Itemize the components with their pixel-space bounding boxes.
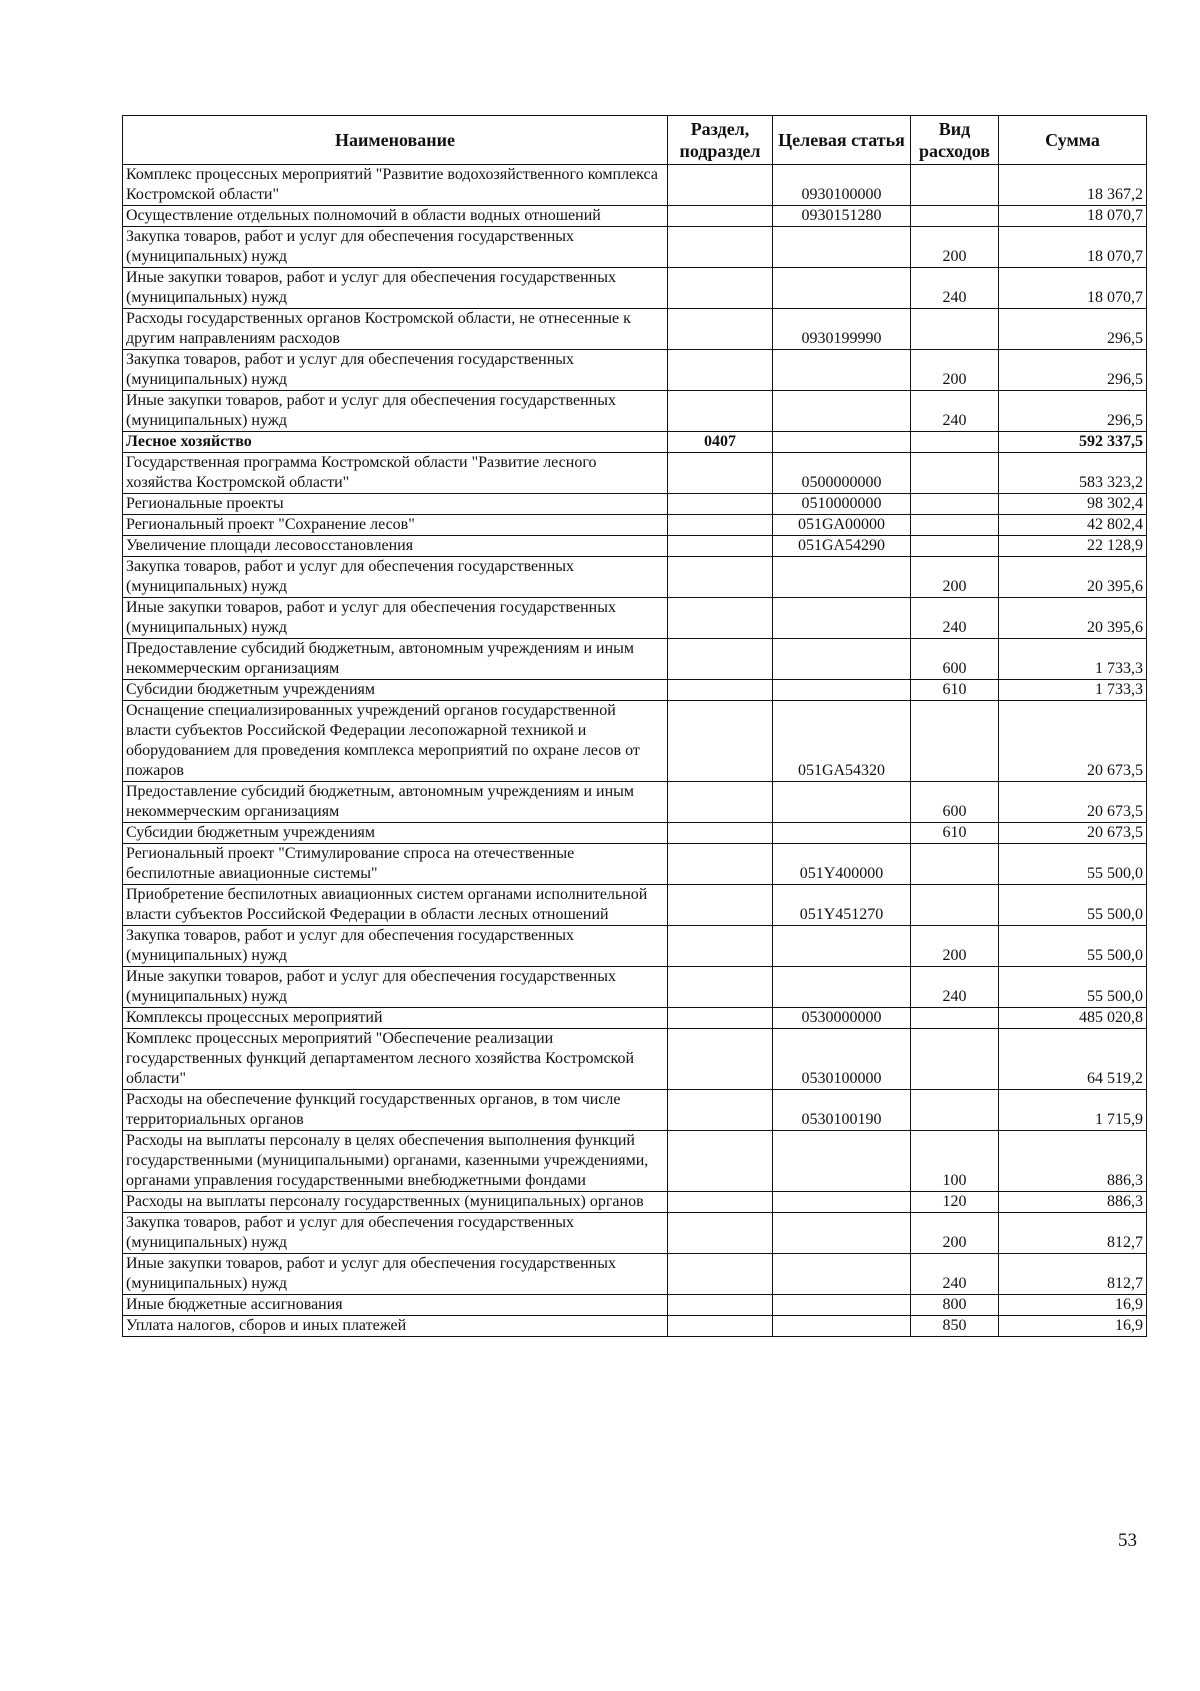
cell-target (773, 926, 911, 967)
cell-sum: 20 673,5 (999, 823, 1147, 844)
cell-section (668, 823, 773, 844)
cell-sum: 296,5 (999, 309, 1147, 350)
cell-type (911, 844, 999, 885)
cell-target (773, 227, 911, 268)
cell-sum: 18 070,7 (999, 227, 1147, 268)
page-number: 53 (1118, 1530, 1137, 1551)
cell-sum: 64 519,2 (999, 1029, 1147, 1090)
cell-target: 0930199990 (773, 309, 911, 350)
cell-target (773, 268, 911, 309)
cell-type (911, 206, 999, 227)
cell-type: 200 (911, 1213, 999, 1254)
budget-table (122, 115, 1147, 1337)
cell-target (773, 823, 911, 844)
cell-section (668, 782, 773, 823)
table-row (123, 453, 1147, 494)
cell-name: Уплата налогов, сборов и иных платежей (123, 1316, 668, 1337)
cell-type: 240 (911, 1254, 999, 1295)
cell-type: 600 (911, 639, 999, 680)
cell-section: 0407 (668, 432, 773, 453)
cell-type: 850 (911, 1316, 999, 1337)
cell-type: 600 (911, 782, 999, 823)
cell-section (668, 1213, 773, 1254)
cell-type: 610 (911, 823, 999, 844)
cell-type: 200 (911, 557, 999, 598)
header-section: Раздел, подраздел (668, 116, 773, 165)
cell-type: 200 (911, 227, 999, 268)
cell-type: 240 (911, 391, 999, 432)
cell-name: Региональный проект "Стимулирование спроса на отечественные беспилотные авиационные системы" (123, 844, 668, 885)
table-row (123, 432, 1147, 453)
cell-target: 051GA54290 (773, 536, 911, 557)
cell-name: Иные закупки товаров, работ и услуг для обеспечения государственных (муниципальных) нужд (123, 268, 668, 309)
cell-type: 240 (911, 598, 999, 639)
cell-name: Закупка товаров, работ и услуг для обеспечения государственных (муниципальных) нужд (123, 1213, 668, 1254)
cell-sum: 18 070,7 (999, 206, 1147, 227)
cell-target: 0930100000 (773, 165, 911, 206)
cell-target: 0930151280 (773, 206, 911, 227)
cell-name: Расходы на выплаты персоналу в целях обеспечения выполнения функций государственными (муниципальными) органами, казенными учреждениями, органами управления государственными внебюджетными фондами (123, 1131, 668, 1192)
header-name: Наименование (123, 116, 668, 165)
cell-section (668, 885, 773, 926)
table-header-row (123, 116, 1147, 165)
cell-name: Иные закупки товаров, работ и услуг для обеспечения государственных (муниципальных) нужд (123, 967, 668, 1008)
cell-section (668, 844, 773, 885)
cell-type (911, 309, 999, 350)
table-row (123, 268, 1147, 309)
cell-target (773, 1192, 911, 1213)
cell-type (911, 1008, 999, 1029)
cell-name: Предоставление субсидий бюджетным, автономным учреждениям и иным некоммерческим организациям (123, 782, 668, 823)
table-row (123, 515, 1147, 536)
cell-target (773, 432, 911, 453)
table-row (123, 926, 1147, 967)
cell-name: Закупка товаров, работ и услуг для обеспечения государственных (муниципальных) нужд (123, 350, 668, 391)
cell-sum: 485 020,8 (999, 1008, 1147, 1029)
cell-sum: 20 395,6 (999, 557, 1147, 598)
cell-target (773, 1254, 911, 1295)
cell-sum: 1 733,3 (999, 639, 1147, 680)
table-row (123, 1254, 1147, 1295)
cell-type: 800 (911, 1295, 999, 1316)
cell-section (668, 536, 773, 557)
cell-name: Субсидии бюджетным учреждениям (123, 680, 668, 701)
cell-sum: 18 070,7 (999, 268, 1147, 309)
cell-target (773, 598, 911, 639)
cell-sum: 296,5 (999, 391, 1147, 432)
table-row (123, 1295, 1147, 1316)
cell-sum: 55 500,0 (999, 967, 1147, 1008)
table-row (123, 391, 1147, 432)
table-row (123, 1213, 1147, 1254)
cell-name: Предоставление субсидий бюджетным, автономным учреждениям и иным некоммерческим организациям (123, 639, 668, 680)
table-row (123, 494, 1147, 515)
table-row (123, 1090, 1147, 1131)
cell-sum: 20 673,5 (999, 782, 1147, 823)
table-row (123, 598, 1147, 639)
cell-section (668, 391, 773, 432)
cell-sum: 55 500,0 (999, 926, 1147, 967)
cell-name: Расходы на выплаты персоналу государственных (муниципальных) органов (123, 1192, 668, 1213)
cell-name: Закупка товаров, работ и услуг для обеспечения государственных (муниципальных) нужд (123, 227, 668, 268)
cell-sum: 55 500,0 (999, 885, 1147, 926)
cell-name: Лесное хозяйство (123, 432, 668, 453)
cell-section (668, 1131, 773, 1192)
cell-name: Государственная программа Костромской области "Развитие лесного хозяйства Костромской области" (123, 453, 668, 494)
cell-target (773, 639, 911, 680)
cell-target: 0530000000 (773, 1008, 911, 1029)
cell-sum: 296,5 (999, 350, 1147, 391)
cell-type: 200 (911, 350, 999, 391)
cell-name: Закупка товаров, работ и услуг для обеспечения государственных (муниципальных) нужд (123, 557, 668, 598)
cell-sum: 98 302,4 (999, 494, 1147, 515)
cell-target (773, 1131, 911, 1192)
table-row (123, 1131, 1147, 1192)
cell-section (668, 227, 773, 268)
cell-sum: 812,7 (999, 1213, 1147, 1254)
cell-name: Иные бюджетные ассигнования (123, 1295, 668, 1316)
cell-name: Субсидии бюджетным учреждениям (123, 823, 668, 844)
cell-section (668, 1008, 773, 1029)
table-row (123, 782, 1147, 823)
cell-name: Осуществление отдельных полномочий в области водных отношений (123, 206, 668, 227)
header-target: Целевая статья (773, 116, 911, 165)
cell-section (668, 701, 773, 782)
cell-target (773, 391, 911, 432)
cell-section (668, 1090, 773, 1131)
cell-target (773, 1316, 911, 1337)
cell-target: 051GA00000 (773, 515, 911, 536)
cell-sum: 20 395,6 (999, 598, 1147, 639)
cell-target: 051GA54320 (773, 701, 911, 782)
cell-target: 0530100000 (773, 1029, 911, 1090)
cell-sum: 55 500,0 (999, 844, 1147, 885)
cell-name: Расходы государственных органов Костромской области, не отнесенные к другим направлениям расходов (123, 309, 668, 350)
cell-type (911, 701, 999, 782)
cell-type (911, 515, 999, 536)
cell-target: 051Y400000 (773, 844, 911, 885)
table-row (123, 844, 1147, 885)
cell-section (668, 1295, 773, 1316)
cell-name: Расходы на обеспечение функций государственных органов, в том числе территориальных органов (123, 1090, 668, 1131)
cell-target (773, 1295, 911, 1316)
table-row (123, 1008, 1147, 1029)
table-row (123, 680, 1147, 701)
budget-table-container (122, 115, 1146, 1337)
cell-section (668, 268, 773, 309)
cell-target: 0530100190 (773, 1090, 911, 1131)
cell-sum: 16,9 (999, 1316, 1147, 1337)
cell-type (911, 165, 999, 206)
cell-section (668, 598, 773, 639)
cell-name: Региональные проекты (123, 494, 668, 515)
cell-sum: 22 128,9 (999, 536, 1147, 557)
cell-section (668, 165, 773, 206)
cell-sum: 886,3 (999, 1192, 1147, 1213)
cell-section (668, 494, 773, 515)
cell-name: Комплексы процессных мероприятий (123, 1008, 668, 1029)
cell-section (668, 453, 773, 494)
cell-sum: 20 673,5 (999, 701, 1147, 782)
table-row (123, 1029, 1147, 1090)
cell-sum: 812,7 (999, 1254, 1147, 1295)
cell-section (668, 1192, 773, 1213)
cell-section (668, 206, 773, 227)
table-row (123, 1192, 1147, 1213)
cell-type (911, 1029, 999, 1090)
table-row (123, 823, 1147, 844)
cell-type (911, 453, 999, 494)
cell-type: 240 (911, 967, 999, 1008)
cell-type: 120 (911, 1192, 999, 1213)
cell-type: 610 (911, 680, 999, 701)
table-row (123, 165, 1147, 206)
table-row (123, 701, 1147, 782)
cell-name: Региональный проект "Сохранение лесов" (123, 515, 668, 536)
cell-section (668, 1254, 773, 1295)
cell-type (911, 885, 999, 926)
cell-name: Оснащение специализированных учреждений органов государственной власти субъектов Российской Федерации лесопожарной техникой и оборудованием для проведения комплекса мероприятий по охране лесов от пожаров (123, 701, 668, 782)
cell-name: Закупка товаров, работ и услуг для обеспечения государственных (муниципальных) нужд (123, 926, 668, 967)
cell-section (668, 515, 773, 536)
cell-type: 200 (911, 926, 999, 967)
cell-name: Иные закупки товаров, работ и услуг для обеспечения государственных (муниципальных) нужд (123, 1254, 668, 1295)
cell-section (668, 309, 773, 350)
cell-section (668, 680, 773, 701)
table-body (123, 165, 1147, 1337)
table-row (123, 309, 1147, 350)
table-row (123, 885, 1147, 926)
cell-section (668, 639, 773, 680)
header-sum: Сумма (999, 116, 1147, 165)
header-type: Вид расходов (911, 116, 999, 165)
table-row (123, 206, 1147, 227)
table-row (123, 639, 1147, 680)
table-row (123, 967, 1147, 1008)
cell-type: 240 (911, 268, 999, 309)
cell-type (911, 494, 999, 515)
cell-target (773, 557, 911, 598)
cell-section (668, 350, 773, 391)
cell-section (668, 926, 773, 967)
table-row (123, 536, 1147, 557)
cell-target (773, 680, 911, 701)
cell-name: Иные закупки товаров, работ и услуг для обеспечения государственных (муниципальных) нужд (123, 391, 668, 432)
cell-section (668, 557, 773, 598)
cell-target: 051Y451270 (773, 885, 911, 926)
cell-type (911, 432, 999, 453)
cell-target (773, 782, 911, 823)
cell-section (668, 967, 773, 1008)
cell-type (911, 1090, 999, 1131)
cell-sum: 16,9 (999, 1295, 1147, 1316)
cell-section (668, 1029, 773, 1090)
cell-sum: 18 367,2 (999, 165, 1147, 206)
cell-name: Приобретение беспилотных авиационных систем органами исполнительной власти субъектов Российской Федерации в области лесных отношений (123, 885, 668, 926)
table-row (123, 227, 1147, 268)
cell-target: 0500000000 (773, 453, 911, 494)
cell-sum: 1 733,3 (999, 680, 1147, 701)
cell-target (773, 350, 911, 391)
table-row (123, 557, 1147, 598)
cell-sum: 592 337,5 (999, 432, 1147, 453)
cell-name: Иные закупки товаров, работ и услуг для обеспечения государственных (муниципальных) нужд (123, 598, 668, 639)
cell-target: 0510000000 (773, 494, 911, 515)
cell-sum: 42 802,4 (999, 515, 1147, 536)
cell-section (668, 1316, 773, 1337)
cell-type: 100 (911, 1131, 999, 1192)
cell-target (773, 1213, 911, 1254)
cell-name: Увеличение площади лесовосстановления (123, 536, 668, 557)
cell-name: Комплекс процессных мероприятий "Обеспечение реализации государственных функций департаментом лесного хозяйства Костромской области" (123, 1029, 668, 1090)
cell-type (911, 536, 999, 557)
cell-sum: 583 323,2 (999, 453, 1147, 494)
table-row (123, 1316, 1147, 1337)
cell-sum: 886,3 (999, 1131, 1147, 1192)
cell-sum: 1 715,9 (999, 1090, 1147, 1131)
table-row (123, 350, 1147, 391)
cell-target (773, 967, 911, 1008)
cell-name: Комплекс процессных мероприятий "Развитие водохозяйственного комплекса Костромской области" (123, 165, 668, 206)
